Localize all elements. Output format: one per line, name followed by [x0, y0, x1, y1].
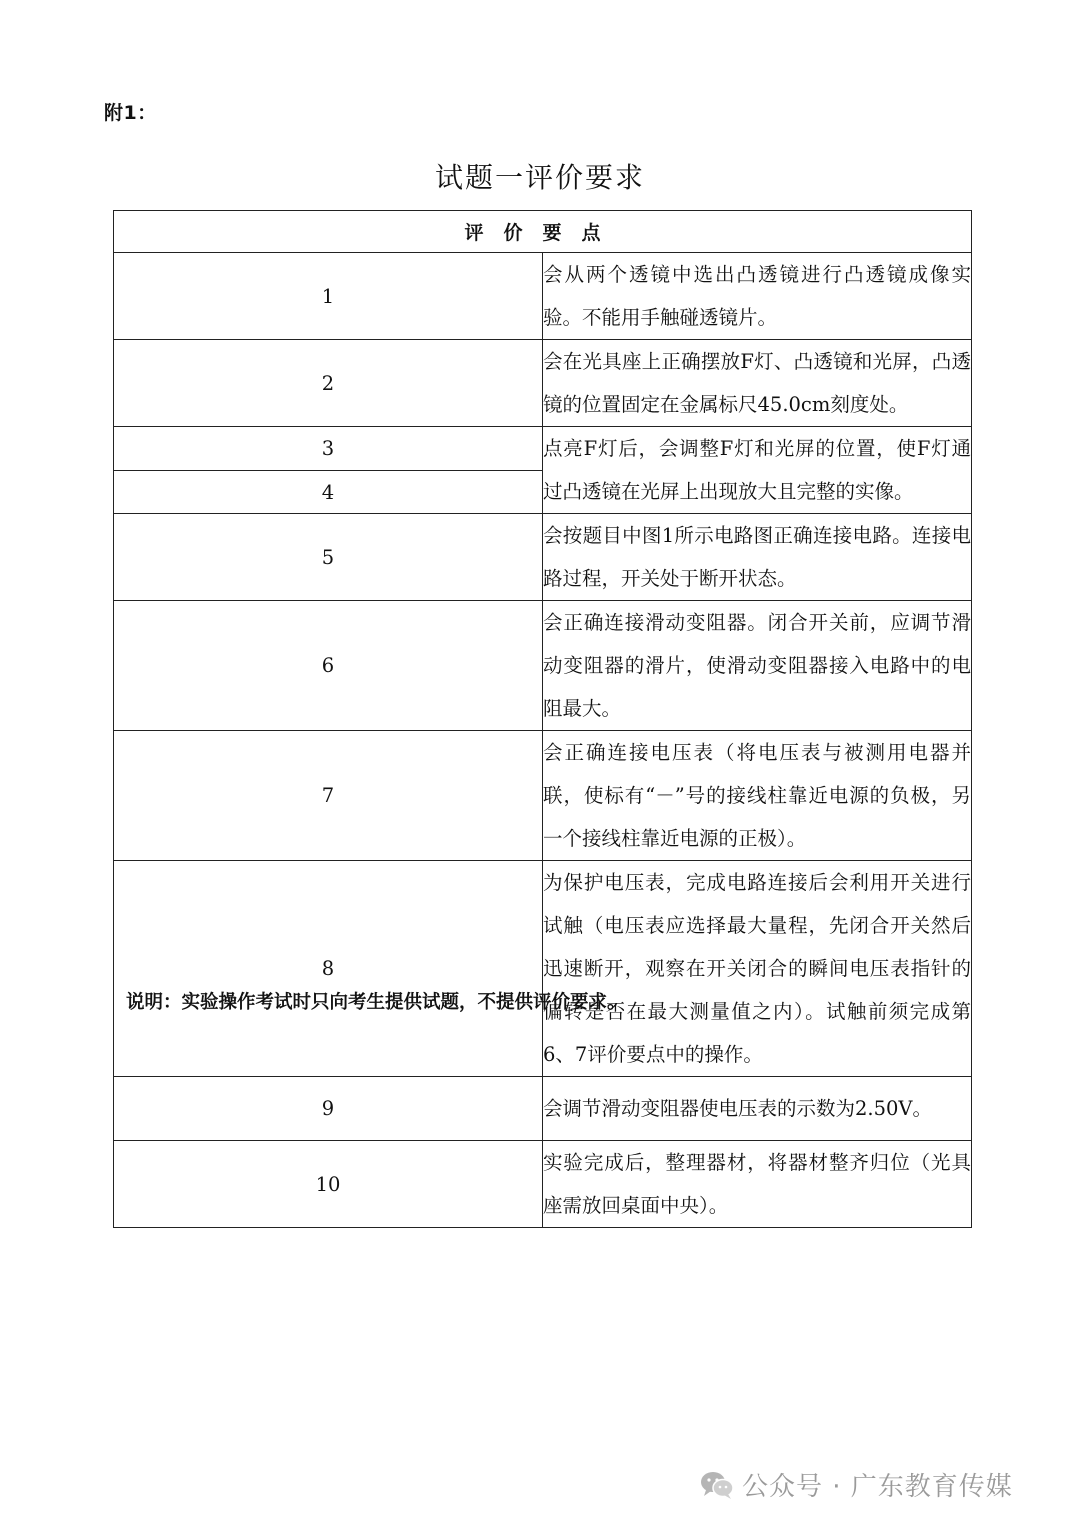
row-number: 2 — [114, 340, 543, 427]
watermark — [700, 1466, 1013, 1503]
wechat-icon — [700, 1470, 734, 1500]
row-number: 9 — [114, 1077, 543, 1141]
table-row — [114, 1141, 972, 1228]
table-row — [114, 340, 972, 427]
table-row — [114, 601, 972, 731]
row-number: 10 — [114, 1141, 543, 1228]
table-row — [114, 514, 972, 601]
table-row — [114, 1077, 972, 1141]
attachment-label: 附1： — [104, 102, 157, 124]
row-number: 8 — [114, 861, 543, 1077]
row-number: 7 — [114, 731, 543, 861]
row-text: 点亮F灯后，会调整F灯和光屏的位置，使F灯通过凸透镜在光屏上出现放大且完整的实像。 — [543, 427, 972, 514]
evaluation-table — [113, 210, 972, 1228]
table-header-row — [114, 211, 972, 253]
row-text: 会在光具座上正确摆放F灯、凸透镜和光屏，凸透镜的位置固定在金属标尺45.0cm刻度处。 — [543, 340, 972, 427]
row-text: 实验完成后，整理器材，将器材整齐归位（光具座需放回桌面中央）。 — [543, 1141, 972, 1228]
note-text: 说明：实验操作考试时只向考生提供试题，不提供评价要求。 — [126, 992, 626, 1013]
watermark-text: 公众号 · 广东教育传媒 — [742, 1472, 1013, 1502]
row-text: 会从两个透镜中选出凸透镜进行凸透镜成像实验。不能用手触碰透镜片。 — [543, 253, 972, 340]
row-text: 会正确连接滑动变阻器。闭合开关前，应调节滑动变阻器的滑片，使滑动变阻器接入电路中的电阻最大。 — [543, 601, 972, 731]
table-row — [114, 731, 972, 861]
row-number: 3 — [114, 427, 543, 471]
table-row — [114, 427, 972, 471]
row-text: 会按题目中图1所示电路图正确连接电路。连接电路过程，开关处于断开状态。 — [543, 514, 972, 601]
page-title: 试题一评价要求 — [434, 161, 645, 194]
row-text: 会调节滑动变阻器使电压表的示数为2.50V。 — [543, 1077, 972, 1141]
row-number: 4 — [114, 471, 543, 514]
table-header: 评价要点 — [114, 211, 972, 253]
row-number: 5 — [114, 514, 543, 601]
table-row — [114, 861, 972, 1077]
row-text: 为保护电压表，完成电路连接后会利用开关进行试触（电压表应选择最大量程，先闭合开关然后迅速断开，观察在开关闭合的瞬间电压表指针的偏转是否在最大测量值之内）。试触前须完成第6、7评价要点中的操作。 — [543, 861, 972, 1077]
row-text: 会正确连接电压表（将电压表与被测用电器并联，使标有“－”号的接线柱靠近电源的负极，另一个接线柱靠近电源的正极）。 — [543, 731, 972, 861]
table-row — [114, 253, 972, 340]
row-number: 6 — [114, 601, 543, 731]
row-number: 1 — [114, 253, 543, 340]
